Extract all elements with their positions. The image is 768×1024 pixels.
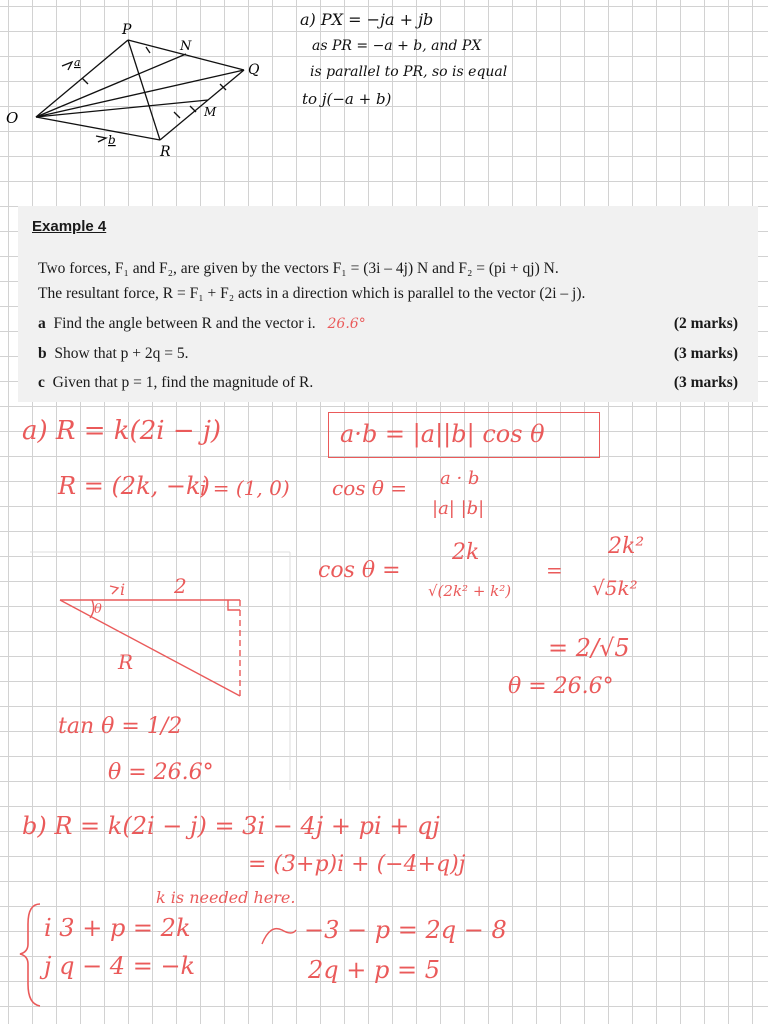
part-b-letter: b — [38, 345, 47, 362]
part-c-letter: c — [38, 374, 45, 391]
part-a-marks: (2 marks) — [673, 315, 738, 332]
answer-a-line-3: is parallel to PR, so is equal — [310, 64, 508, 80]
part-c — [38, 374, 313, 392]
cos-step-1-num: 2k — [452, 540, 480, 565]
note-k-needed: k is needed here. — [156, 888, 296, 907]
part-a-text: Find the angle between R and the vector i. — [53, 315, 316, 332]
label-Q: Q — [248, 62, 260, 78]
equation-i-component: i 3 + p = 2k — [44, 914, 191, 942]
part-a — [38, 315, 366, 333]
example-title: Example 4 — [32, 218, 107, 235]
work-a-line-2: R = (2k, −k) — [58, 472, 210, 500]
label-a: a — [74, 56, 81, 69]
label-R: R — [160, 144, 171, 160]
example-4-question — [18, 206, 758, 402]
work-b-line-2: = (3+p)i + (−4+q)j — [248, 852, 466, 877]
cos-step-1-left: cos θ = — [318, 558, 401, 583]
label-O: O — [6, 109, 19, 127]
cos-formula-num: a · b — [440, 468, 480, 489]
cos-formula-left: cos θ = — [332, 476, 408, 500]
answer-a-line-1: a) PX = −ja + jb — [300, 10, 434, 29]
line-OM — [36, 100, 208, 117]
part-b — [38, 345, 189, 363]
part-b-text: Show that p + 2q = 5. — [54, 345, 189, 362]
part-a-letter: a — [38, 315, 46, 332]
cos-step-1-den: √(2k² + k²) — [428, 582, 512, 600]
work-a-i-vector: i = (1, 0) — [200, 476, 290, 500]
triangle-label-2: 2 — [174, 574, 187, 598]
triangle-label-R: R — [118, 650, 134, 674]
label-M: M — [204, 105, 217, 119]
equation-j-component: j q − 4 = −k — [44, 952, 196, 980]
label-N: N — [180, 39, 192, 54]
triangle-label-theta: θ — [94, 602, 102, 617]
work-a-line-1: a) R = k(2i − j) — [22, 416, 222, 446]
question-line-1: Two forces, F₁ and F₂, are given by the vectors F₁ = (3i – 4j) N and F₂ = (pi + qj) N. — [38, 260, 559, 277]
part-c-text: Given that p = 1, find the magnitude of R. — [52, 374, 314, 391]
part-c-marks: (3 marks) — [673, 374, 738, 391]
line-ON — [36, 54, 186, 117]
question-line-2: The resultant force, R = F₁ + F₂ acts in a direction which is parallel to the vector (2i – j). — [38, 285, 586, 302]
formula-box-text: a·b = |a||b| cos θ — [340, 420, 545, 448]
triangle-label-i: i — [120, 580, 126, 599]
theta-result-2: θ = 26.6° — [108, 760, 214, 785]
cos-step-2-eq: = — [546, 558, 563, 582]
tan-line: tan θ = 1/2 — [58, 714, 183, 739]
side-RQ — [160, 70, 244, 140]
work-b-line-1: b) R = k(2i − j) = 3i − 4j + pi + qj — [22, 812, 440, 840]
result-step-1: −3 − p = 2q − 8 — [304, 916, 507, 944]
result-step-2: 2q + p = 5 — [308, 956, 440, 984]
cos-step-3: = 2/√5 — [548, 634, 630, 662]
part-b-marks: (3 marks) — [673, 345, 738, 362]
theta-result-1: θ = 26.6° — [508, 674, 614, 699]
cos-formula-den: |a| |b| — [432, 498, 485, 519]
label-b: b — [108, 133, 116, 147]
cos-step-2-num: 2k² — [608, 534, 645, 559]
answer-a-line-4: to j(−a + b) — [302, 90, 392, 108]
answer-a-line-2: as PR = −a + b, and PX — [312, 38, 482, 54]
part-a-answer: 26.6° — [327, 316, 366, 332]
cos-step-2-den: √5k² — [592, 576, 638, 600]
label-P: P — [122, 22, 132, 38]
